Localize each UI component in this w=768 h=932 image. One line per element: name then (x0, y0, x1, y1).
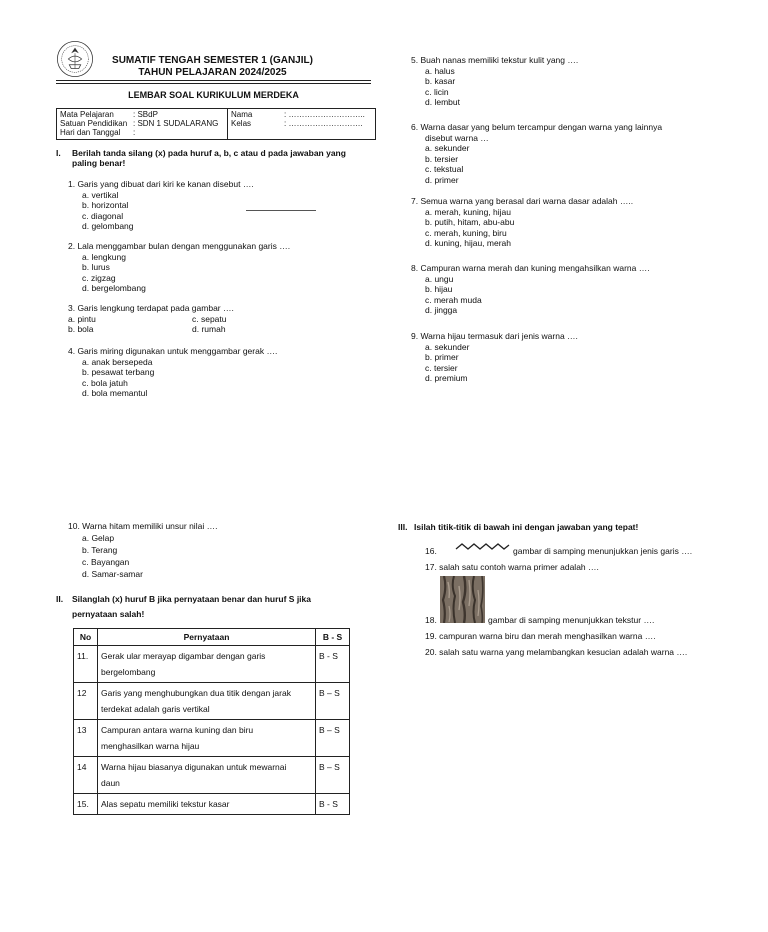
option[interactable]: b. Terang (82, 545, 118, 555)
question-9: 9. Warna hijau termasuk dari jenis warna …. a. sekunder b. primer c. tersier d. premium (411, 331, 578, 383)
question-2: 2. Lala menggambar bulan dengan menggunakan garis …. a. lengkung b. lurus c. zigzag d. bergelombang (68, 241, 291, 293)
option[interactable]: b. kasar (425, 76, 456, 86)
option[interactable]: b. lurus (82, 262, 110, 272)
question-16-number: 16. (425, 546, 437, 556)
option[interactable]: a. Gelap (82, 533, 115, 543)
section-1-instruction: Berilah tanda silang (x) pada huruf a, b, c atau d pada jawaban yang (72, 148, 346, 158)
table-row (74, 757, 350, 794)
option[interactable]: d. gelombang (82, 221, 134, 231)
school-year: TAHUN PELAJARAN 2024/2025 (138, 67, 287, 78)
table-header-row (74, 629, 350, 646)
option[interactable]: d. jingga (425, 305, 458, 315)
option[interactable]: d. kuning, hijau, merah (425, 238, 511, 248)
question-3: 3. Garis lengkung terdapat pada gambar …. (68, 303, 234, 313)
question-6: 6. Warna dasar yang belum tercampur dengan warna yang lainnya disebut warna … a. sekunder b. tersier c. tekstual d. primer (411, 122, 663, 185)
option[interactable]: c. zigzag (82, 272, 116, 283)
option[interactable]: b. horizontal (82, 200, 129, 210)
option[interactable]: b. pesawat terbang (82, 367, 155, 377)
option[interactable]: a. ungu (425, 273, 454, 284)
option[interactable]: d. rumah (192, 324, 226, 334)
name-label: Nama (231, 110, 253, 119)
date-label: Hari dan Tanggal (60, 128, 121, 137)
option[interactable]: a. sekunder (425, 143, 470, 153)
question-16-text: gambar di samping menunjukkan jenis garis …. (513, 546, 693, 556)
row-statement: Warna hijau biasanya digunakan untuk mewarnai daun (98, 757, 316, 794)
row-statement: Campuran antara warna kuning dan biru menghasilkan warna hijau (98, 720, 316, 757)
option[interactable]: b. tersier (425, 153, 459, 164)
option[interactable]: a. sekunder (425, 341, 470, 352)
option[interactable]: a. vertikal (82, 189, 119, 200)
question-7: 7. Semua warna yang berasal dari warna dasar adalah ….. a. merah, kuning, hijau b. putih, hitam, abu-abu c. merah, kuning, biru d. kuning, hijau, merah (411, 196, 634, 248)
section-1-numeral: I. (56, 148, 61, 158)
section-3-numeral: III. (398, 522, 408, 532)
option[interactable]: c. tekstual (425, 164, 464, 174)
option[interactable]: d. primer (425, 174, 459, 185)
column-header-no: No (74, 629, 98, 646)
question-5: 5. Buah nanas memiliki tekstur kulit yang …. a. halus b. kasar c. licin d. lembut (411, 55, 579, 107)
option[interactable]: b. bola (68, 324, 94, 334)
true-false-table (73, 628, 350, 815)
row-answer-bs[interactable]: B – S (316, 683, 350, 720)
name-field[interactable]: : ……………………….. (284, 110, 365, 119)
section-2-numeral: II. (56, 594, 64, 604)
option[interactable]: c. diagonal (82, 210, 124, 221)
question-8: 8. Campuran warna merah dan kuning mengahsilkan warna …. a. ungu b. hijau c. merah muda d. jingga (411, 263, 650, 315)
school-value: : SDN 1 SUDALARANG (133, 119, 219, 128)
row-answer-bs[interactable]: B – S (316, 757, 350, 794)
table-row (74, 794, 350, 815)
option[interactable]: a. halus (425, 65, 455, 76)
table-row (74, 720, 350, 757)
option[interactable]: a. merah, kuning, hijau (425, 206, 511, 217)
option[interactable]: c. merah muda (425, 294, 482, 305)
option[interactable]: d. bergelombang (82, 283, 146, 293)
school-label: Satuan Pendidikan (60, 119, 128, 128)
option[interactable]: d. premium (425, 373, 468, 383)
option[interactable]: c. merah, kuning, biru (425, 227, 507, 238)
question-18-number: 18. (425, 615, 437, 625)
header-rule-2 (56, 83, 371, 84)
row-number: 11. (74, 646, 98, 683)
row-statement: Gerak ular merayap digambar dengan garis bergelombang (98, 646, 316, 683)
option[interactable]: b. hijau (425, 284, 453, 294)
zigzag-line-icon (455, 541, 510, 553)
row-number: 12 (74, 683, 98, 720)
horizontal-line-illustration (246, 210, 316, 211)
option[interactable]: b. putih, hitam, abu-abu (425, 217, 515, 227)
option[interactable]: d. bola memantul (82, 388, 148, 398)
option[interactable]: c. tersier (425, 362, 458, 373)
row-answer-bs[interactable]: B - S (316, 646, 350, 683)
row-number: 15. (74, 794, 98, 815)
option[interactable]: c. licin (425, 86, 449, 97)
option[interactable]: d. Samar-samar (82, 569, 143, 579)
question-10: 10. Warna hitam memiliki unsur nilai …. a. Gelap b. Terang c. Bayangan d. Samar-samar (68, 521, 218, 579)
option[interactable]: c. Bayangan (82, 557, 130, 567)
section-2-instruction: Silanglah (x) huruf B jika pernyataan benar dan huruf S jika (72, 594, 311, 604)
question-1: 1. Garis yang dibuat dari kiri ke kanan disebut …. a. vertikal b. horizontal c. diagonal d. gelombang (68, 179, 254, 231)
header-rule (56, 80, 371, 81)
tut-wuri-handayani-logo (56, 40, 94, 78)
option[interactable]: c. sepatu (192, 314, 227, 324)
question-18-text: gambar di samping menunjukkan tekstur …. (488, 615, 655, 625)
option[interactable]: a. pintu (68, 314, 96, 324)
section-2-instruction-cont: pernyataan salah! (72, 609, 145, 619)
row-number: 13 (74, 720, 98, 757)
sheet-subtitle: LEMBAR SOAL KURIKULUM MERDEKA (128, 90, 299, 100)
subject-label: Mata Pelajaran (60, 110, 114, 119)
class-label: Kelas (231, 119, 252, 128)
date-value[interactable]: : (133, 128, 136, 137)
option[interactable]: c. bola jatuh (82, 377, 128, 388)
option[interactable]: a. lengkung (82, 251, 126, 262)
bark-texture-image (440, 576, 485, 623)
option[interactable]: a. anak bersepeda (82, 356, 153, 367)
exam-title: SUMATIF TENGAH SEMESTER 1 (GANJIL) (112, 55, 313, 66)
subject-value: : SBdP (133, 110, 158, 119)
question-4: 4. Garis miring digunakan untuk menggambar gerak …. a. anak bersepeda b. pesawat terbang c. bola jatuh d. bola memantul (68, 346, 278, 398)
section-1-instruction-cont: paling benar! (72, 158, 126, 168)
question-17: 17. salah satu contoh warna primer adalah …. (425, 562, 599, 572)
row-statement: Garis yang menghubungkan dua titik dengan jarak terdekat adalah garis vertikal (98, 683, 316, 720)
class-field[interactable]: : ………………………. (284, 119, 363, 128)
row-answer-bs[interactable]: B - S (316, 794, 350, 815)
column-header-statement: Pernyataan (98, 629, 316, 646)
question-20: 20. salah satu warna yang melambangkan kesucian adalah warna …. (425, 647, 688, 657)
column-header-bs: B - S (316, 629, 350, 646)
option[interactable]: b. primer (425, 352, 459, 362)
table-row (74, 683, 350, 720)
row-statement: Alas sepatu memiliki tekstur kasar (98, 794, 316, 815)
row-number: 14 (74, 757, 98, 794)
question-19: 19. campuran warna biru dan merah menghasilkan warna …. (425, 631, 656, 641)
row-answer-bs[interactable]: B – S (316, 720, 350, 757)
option[interactable]: d. lembut (425, 97, 460, 107)
section-3-instruction: Isilah titik-titik di bawah ini dengan jawaban yang tepat! (414, 522, 639, 532)
student-identity-box (56, 108, 376, 140)
table-row (74, 646, 350, 683)
